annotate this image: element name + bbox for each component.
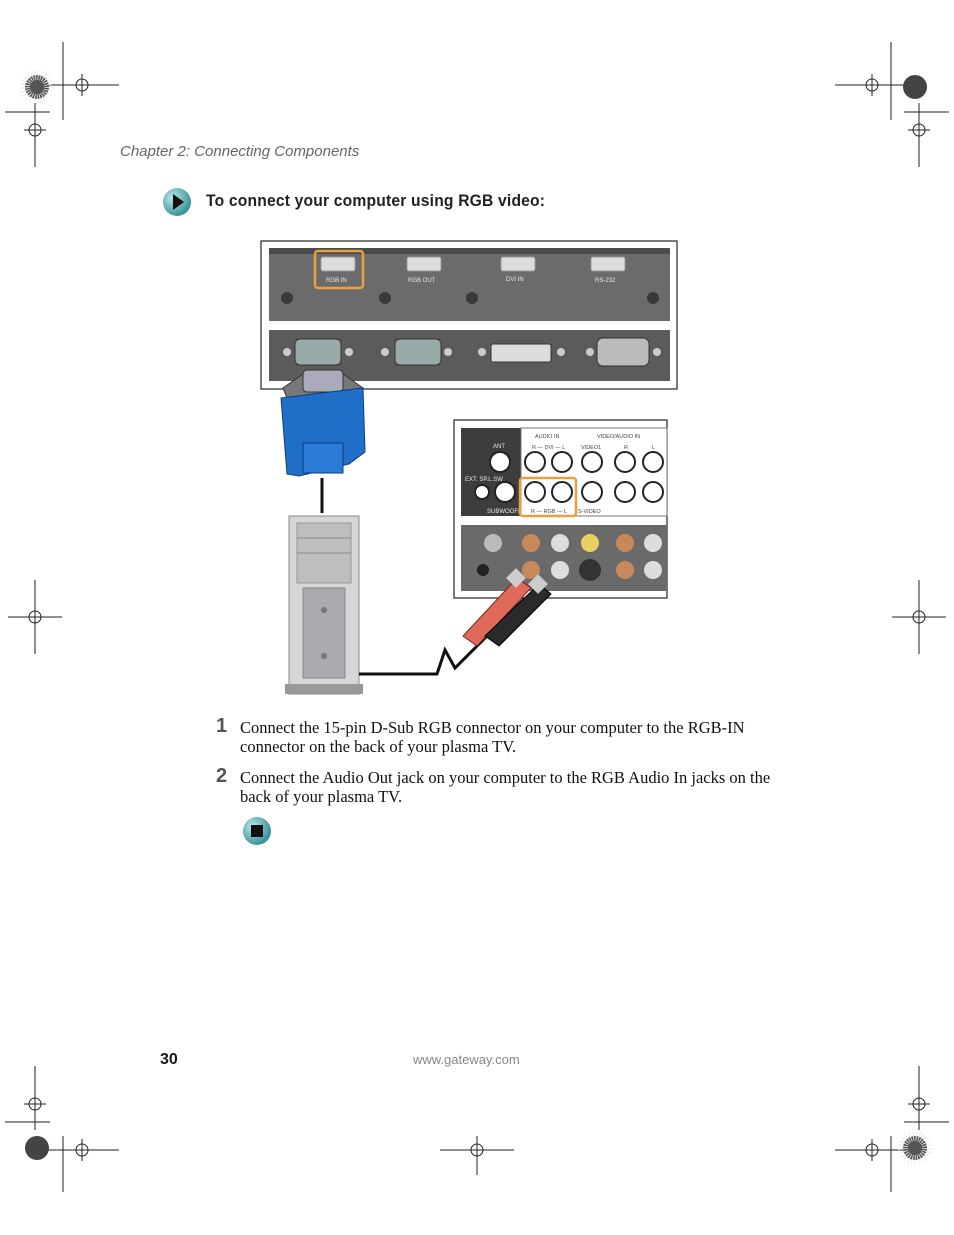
computer-tower	[285, 516, 363, 694]
label-video1: VIDEO1	[581, 445, 602, 451]
procedure-title: To connect your computer using RGB video:	[206, 191, 546, 210]
connection-figure	[255, 238, 685, 698]
label-dvi-row: R — DVI — L	[532, 445, 566, 451]
label-rs-232: RS-232	[595, 278, 616, 284]
stop-square-icon	[242, 816, 272, 846]
label-audio-in: AUDIO IN	[535, 434, 560, 440]
label-dvi-in: DVI IN	[506, 277, 524, 283]
label-ant: ANT	[493, 444, 505, 450]
label-r: R	[624, 445, 628, 451]
step-text: Connect the Audio Out jack on your computer to the RGB Audio In jacks on the back of your plasma TV.	[240, 768, 771, 806]
step-text: Connect the 15-pin D-Sub RGB connector on your computer to the RGB-IN connector on the back of your plasma TV.	[240, 718, 745, 756]
chapter-header: Chapter 2: Connecting Components	[120, 143, 360, 160]
label-rgb-row: R — RGB — L	[531, 509, 568, 515]
label-video-audio-in: VIDEO/AUDIO IN	[597, 434, 641, 440]
vga-plug	[281, 370, 365, 476]
label-l: L	[652, 445, 656, 451]
label-svideo: S-VIDEO	[578, 509, 601, 515]
step-number: 2	[216, 765, 228, 787]
footer-url: www.gateway.com	[413, 1052, 520, 1067]
step-number: 1	[216, 715, 228, 737]
page-number: 30	[160, 1051, 178, 1068]
label-ext-sp: EXT. SP.L.SW	[465, 477, 503, 483]
label-subwoofer: SUBWOOFER	[487, 509, 527, 515]
label-rgb-in: RGB IN	[326, 278, 347, 284]
play-arrow-icon	[162, 187, 192, 217]
label-rgb-out: RGB OUT	[408, 278, 436, 284]
